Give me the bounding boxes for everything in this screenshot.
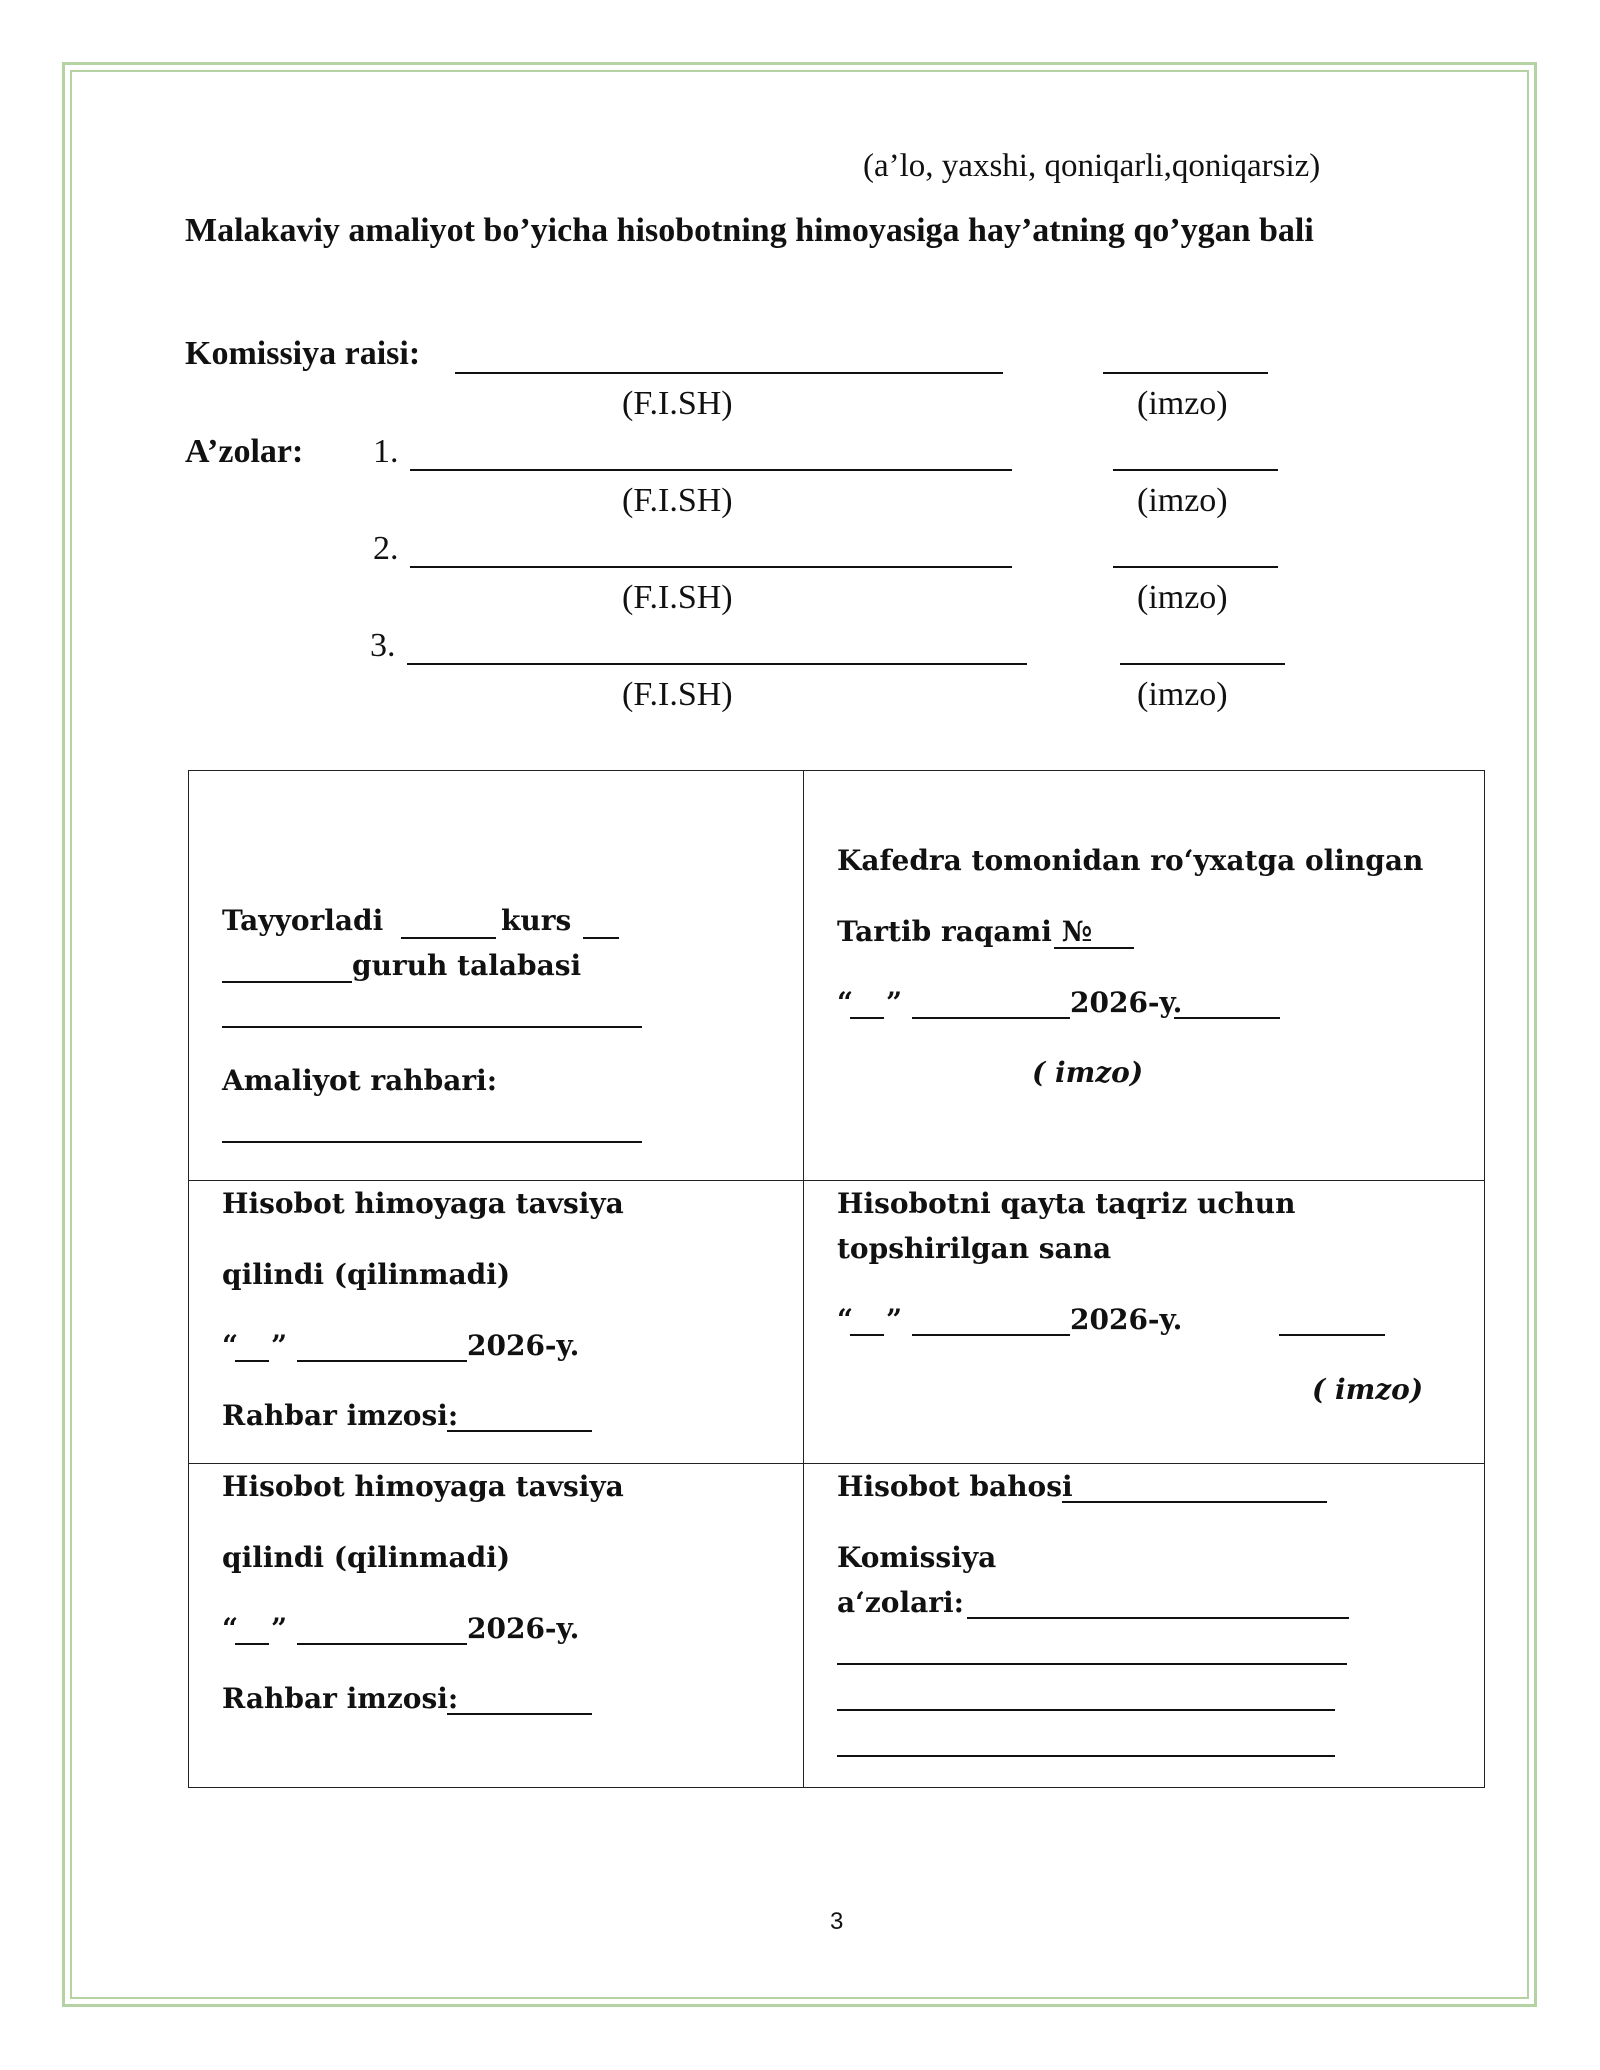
- group-line[interactable]: [222, 981, 352, 983]
- supervisor-signature-line[interactable]: [447, 1713, 592, 1715]
- year-label: 2026-y.: [1070, 986, 1183, 1019]
- day-line[interactable]: [235, 1360, 269, 1362]
- member-3-sign-line[interactable]: [1120, 663, 1285, 665]
- group-student-label: guruh talabasi: [352, 949, 582, 982]
- date-close-quote: ”: [886, 986, 903, 1019]
- member-3-fish-caption: (F.I.SH): [622, 676, 733, 713]
- order-number-label: Tartib raqami №: [837, 915, 1093, 948]
- month-line[interactable]: [297, 1360, 467, 1362]
- recommendation-label: Hisobot himoyaga tavsiya: [222, 1470, 624, 1503]
- commission-member-line-1[interactable]: [967, 1617, 1349, 1619]
- chair-name-line[interactable]: [455, 372, 1003, 374]
- signature-caption: ( imzo): [1032, 1056, 1144, 1089]
- prepared-by-label: Tayyorladi: [222, 904, 384, 937]
- year-label: 2026-y.: [1070, 1303, 1183, 1336]
- date-open-quote: “: [222, 1612, 239, 1645]
- cell-report-grade: [804, 1464, 1485, 1788]
- date-close-quote: ”: [886, 1303, 903, 1336]
- report-grade-line[interactable]: [1062, 1501, 1327, 1503]
- date-close-quote: ”: [271, 1329, 288, 1362]
- course-label: kurs: [501, 904, 572, 937]
- course-extra-line[interactable]: [583, 937, 619, 939]
- recommendation-status: qilindi (qilinmadi): [222, 1541, 511, 1574]
- resubmission-date-label: topshirilgan sana: [837, 1232, 1112, 1265]
- resubmission-label: Hisobotni qayta taqriz uchun: [837, 1187, 1296, 1220]
- student-name-line[interactable]: [222, 1026, 642, 1028]
- member-3-imzo-caption: (imzo): [1137, 676, 1228, 713]
- supervisor-label: Amaliyot rahbari:: [222, 1064, 498, 1097]
- commission-members-label: a‘zolari:: [837, 1586, 964, 1619]
- cell-resubmission-date: [804, 1181, 1485, 1464]
- signature-caption: ( imzo): [1312, 1373, 1424, 1406]
- report-grade-label: Hisobot bahosi: [837, 1470, 1073, 1503]
- chair-fish-caption: (F.I.SH): [622, 385, 733, 422]
- grade-options: (a’lo, yaxshi, qoniqarli,qoniqarsiz): [863, 148, 1321, 184]
- month-line[interactable]: [912, 1334, 1070, 1336]
- signature-line[interactable]: [1174, 1017, 1280, 1019]
- course-line[interactable]: [401, 937, 496, 939]
- member-1-sign-line[interactable]: [1113, 469, 1278, 471]
- commission-member-line-4[interactable]: [837, 1755, 1335, 1757]
- member-2-imzo-caption: (imzo): [1137, 579, 1228, 616]
- member-1-imzo-caption: (imzo): [1137, 482, 1228, 519]
- cell-recommended-1: [189, 1181, 804, 1464]
- order-number-line[interactable]: [1054, 947, 1134, 949]
- member-3-name-line[interactable]: [407, 663, 1027, 665]
- member-1-fish-caption: (F.I.SH): [622, 482, 733, 519]
- day-line[interactable]: [850, 1334, 884, 1336]
- page-title: Malakaviy amaliyot bo’yicha hisobotning himoyasiga hay’atning qo’ygan bali: [185, 212, 1314, 249]
- page-number: 3: [830, 1908, 844, 1935]
- year-label: 2026-y.: [467, 1612, 580, 1645]
- date-open-quote: “: [837, 1303, 854, 1336]
- member-1-name-line[interactable]: [410, 469, 1012, 471]
- supervisor-signature-label: Rahbar imzosi:: [222, 1682, 459, 1715]
- commission-label: Komissiya: [837, 1541, 997, 1574]
- date-close-quote: ”: [271, 1612, 288, 1645]
- registration-table: [188, 770, 1485, 1788]
- day-line[interactable]: [850, 1017, 884, 1019]
- member-1-number: 1.: [373, 433, 399, 470]
- cell-department-registration: [804, 771, 1485, 1181]
- signature-line[interactable]: [1279, 1334, 1385, 1336]
- member-3-number: 3.: [370, 627, 396, 664]
- cell-recommended-2: [189, 1464, 804, 1788]
- member-2-name-line[interactable]: [410, 566, 1012, 568]
- member-2-fish-caption: (F.I.SH): [622, 579, 733, 616]
- month-line[interactable]: [912, 1017, 1070, 1019]
- recommendation-label: Hisobot himoyaga tavsiya: [222, 1187, 624, 1220]
- member-2-sign-line[interactable]: [1113, 566, 1278, 568]
- day-line[interactable]: [235, 1643, 269, 1645]
- commission-member-line-3[interactable]: [837, 1709, 1335, 1711]
- supervisor-signature-line[interactable]: [447, 1430, 592, 1432]
- commission-member-line-2[interactable]: [837, 1663, 1347, 1665]
- chair-sign-line[interactable]: [1103, 372, 1268, 374]
- chair-label: Komissiya raisi:: [185, 335, 421, 372]
- recommendation-status: qilindi (qilinmadi): [222, 1258, 511, 1291]
- members-label: A’zolar:: [185, 433, 304, 470]
- year-label: 2026-y.: [467, 1329, 580, 1362]
- supervisor-name-line[interactable]: [222, 1141, 642, 1143]
- month-line[interactable]: [297, 1643, 467, 1645]
- date-open-quote: “: [837, 986, 854, 1019]
- registered-by-department: Kafedra tomonidan ro‘yxatga olingan: [837, 844, 1424, 877]
- supervisor-signature-label: Rahbar imzosi:: [222, 1399, 459, 1432]
- cell-prepared-by: [189, 771, 804, 1181]
- date-open-quote: “: [222, 1329, 239, 1362]
- chair-imzo-caption: (imzo): [1137, 385, 1228, 422]
- member-2-number: 2.: [373, 530, 399, 567]
